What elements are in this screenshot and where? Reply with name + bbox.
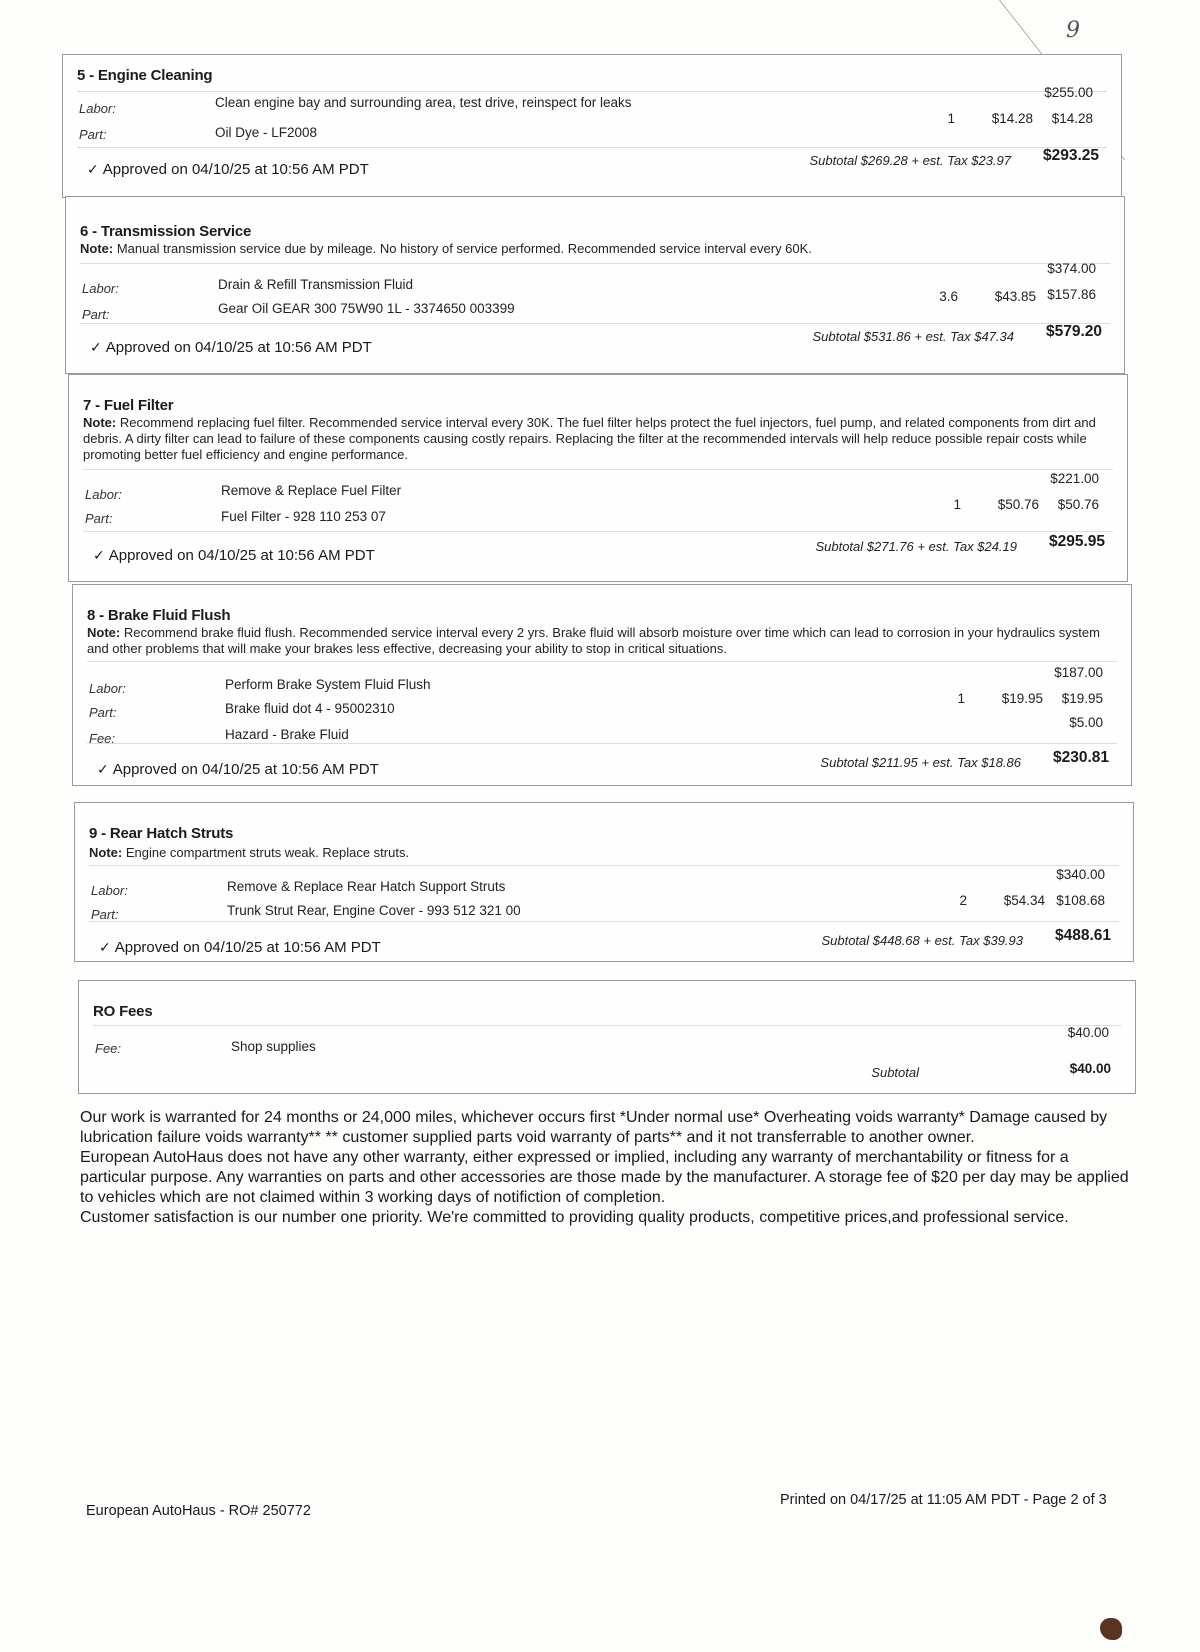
warranty-paragraph: Customer satisfaction is our number one priority. We're committed to providing quality products, competitive prices,and professional service. bbox=[80, 1209, 1069, 1226]
note-label: Note: bbox=[89, 845, 123, 860]
warranty-paragraph: Our work is warranted for 24 months or 24,000 miles, whichever occurs first *Under normal use* Overheating voids warranty* Damage caused by lubrication failure voids warranty** ** customer supplied parts void warranty of parts** and it not transferrable to another owner. bbox=[80, 1109, 1108, 1146]
section-subtotal: Subtotal $531.86 + est. Tax $47.34 bbox=[812, 329, 1014, 344]
note-label: Note: bbox=[80, 241, 114, 256]
line-description: Trunk Strut Rear, Engine Cover - 993 512 321 00 bbox=[227, 903, 521, 918]
line-quantity: 3.6 bbox=[939, 289, 958, 304]
line-type: Labor: bbox=[82, 281, 119, 296]
section-total: $230.81 bbox=[1052, 749, 1109, 766]
footer-shop-ro: European AutoHaus - RO# 250772 bbox=[86, 1503, 311, 1519]
line-amount: $374.00 bbox=[1047, 261, 1096, 276]
line-quantity: 2 bbox=[959, 893, 967, 908]
line-type: Fee: bbox=[89, 731, 116, 746]
service-section-9 bbox=[74, 802, 1134, 962]
line-amount: $255.00 bbox=[1044, 85, 1093, 100]
checkmark-icon: ✓ bbox=[90, 339, 102, 355]
line-type: Part: bbox=[91, 907, 119, 922]
section-note bbox=[80, 241, 1110, 257]
ro-fees-section bbox=[78, 980, 1136, 1094]
line-description: Fuel Filter - 928 110 253 07 bbox=[221, 509, 386, 524]
line-description: Oil Dye - LF2008 bbox=[215, 125, 318, 140]
line-description: Brake fluid dot 4 - 95002310 bbox=[225, 701, 395, 716]
line-unit-price: $43.85 bbox=[994, 289, 1036, 304]
line-amount: $40.00 bbox=[1067, 1025, 1109, 1040]
divider bbox=[80, 263, 1110, 264]
note-label: Note: bbox=[87, 625, 121, 640]
note-text: Manual transmission service due by mileage. No history of service performed. Recommended service interval every 60K. bbox=[116, 241, 812, 256]
line-amount: $221.00 bbox=[1050, 471, 1099, 486]
line-description: Gear Oil GEAR 300 75W90 1L - 3374650 003399 bbox=[218, 301, 515, 316]
line-type: Part: bbox=[85, 511, 113, 526]
section-subtotal: Subtotal $448.68 + est. Tax $39.93 bbox=[821, 933, 1023, 948]
service-section-7 bbox=[68, 374, 1128, 582]
line-amount: $187.00 bbox=[1054, 665, 1103, 680]
line-unit-price: $54.34 bbox=[1003, 893, 1045, 908]
line-description: Drain & Refill Transmission Fluid bbox=[218, 277, 414, 292]
checkmark-icon: ✓ bbox=[97, 761, 109, 777]
approval-text: Approved on 04/10/25 at 10:56 AM PDT bbox=[114, 939, 381, 956]
section-subtotal: Subtotal $211.95 + est. Tax $18.86 bbox=[820, 755, 1021, 770]
approval-status bbox=[99, 939, 381, 956]
line-amount: $19.95 bbox=[1061, 691, 1103, 706]
section-total: $40.00 bbox=[1069, 1061, 1111, 1076]
line-amount: $5.00 bbox=[1069, 715, 1103, 730]
section-title: 8 - Brake Fluid Flush bbox=[87, 607, 231, 624]
divider bbox=[89, 921, 1119, 922]
line-quantity: 1 bbox=[953, 497, 961, 512]
line-unit-price: $50.76 bbox=[997, 497, 1039, 512]
section-total: $295.95 bbox=[1048, 533, 1105, 550]
divider bbox=[83, 531, 1113, 532]
line-description: Clean engine bay and surrounding area, test drive, reinspect for leaks bbox=[215, 95, 632, 110]
checkmark-icon: ✓ bbox=[93, 547, 105, 563]
section-total: $293.25 bbox=[1042, 147, 1099, 164]
approval-status bbox=[97, 761, 379, 778]
approval-status bbox=[93, 547, 375, 564]
line-unit-price: $19.95 bbox=[1001, 691, 1043, 706]
section-title: RO Fees bbox=[93, 1003, 153, 1020]
line-type: Labor: bbox=[79, 101, 116, 116]
line-description: Remove & Replace Fuel Filter bbox=[221, 483, 402, 498]
section-note bbox=[87, 625, 1117, 657]
divider bbox=[80, 323, 1110, 324]
section-title: 9 - Rear Hatch Struts bbox=[89, 825, 234, 842]
scan-blot bbox=[1100, 1618, 1122, 1640]
approval-text: Approved on 04/10/25 at 10:56 AM PDT bbox=[102, 161, 369, 178]
divider bbox=[87, 661, 1117, 662]
warranty-paragraph: European AutoHaus does not have any other warranty, either expressed or implied, including any warranty of merchantability or fitness for a particular purpose. Any warranties on parts and other accessories are those made by the manufacturer. A storage fee of $20 per day may be applied to vehicles which are not claimed within 3 working days of notifiction of completion. bbox=[80, 1149, 1129, 1206]
section-note bbox=[83, 415, 1113, 463]
section-note bbox=[89, 845, 1119, 861]
section-subtotal: Subtotal $269.28 + est. Tax $23.97 bbox=[809, 153, 1011, 168]
section-total: $579.20 bbox=[1045, 323, 1102, 340]
divider bbox=[87, 743, 1117, 744]
approval-text: Approved on 04/10/25 at 10:56 AM PDT bbox=[108, 547, 375, 564]
line-description: Perform Brake System Fluid Flush bbox=[225, 677, 431, 692]
warranty-terms bbox=[80, 1108, 1130, 1228]
line-amount: $157.86 bbox=[1047, 287, 1096, 302]
line-quantity: 1 bbox=[947, 111, 955, 126]
line-amount: $340.00 bbox=[1056, 867, 1105, 882]
line-type: Labor: bbox=[85, 487, 122, 502]
section-subtotal: Subtotal bbox=[871, 1065, 919, 1080]
checkmark-icon: ✓ bbox=[87, 161, 99, 177]
section-total: $488.61 bbox=[1054, 927, 1111, 944]
divider bbox=[77, 147, 1107, 148]
line-amount: $108.68 bbox=[1056, 893, 1105, 908]
note-text: Recommend replacing fuel filter. Recommended service interval every 30K. The fuel filter helps protect the fuel injectors, fuel pump, and related components from dirt and debris. A dirty filter can lead to failure of these components causing costly repairs. Replacing the filter at the recommended intervals will help reduce possible repair costs while promoting better fuel efficiency and engine performance. bbox=[83, 415, 1096, 462]
line-type: Part: bbox=[79, 127, 107, 142]
line-description: Remove & Replace Rear Hatch Support Struts bbox=[227, 879, 506, 894]
line-type: Labor: bbox=[91, 883, 128, 898]
line-unit-price: $14.28 bbox=[991, 111, 1033, 126]
line-type: Fee: bbox=[95, 1041, 122, 1056]
line-quantity: 1 bbox=[957, 691, 965, 706]
divider bbox=[83, 469, 1113, 470]
section-title: 5 - Engine Cleaning bbox=[77, 67, 213, 84]
service-section-8 bbox=[72, 584, 1132, 786]
approval-status bbox=[90, 339, 372, 356]
section-title: 7 - Fuel Filter bbox=[83, 397, 174, 414]
line-description: Hazard - Brake Fluid bbox=[225, 727, 349, 742]
divider bbox=[93, 1025, 1121, 1026]
line-type: Part: bbox=[82, 307, 110, 322]
section-title: 6 - Transmission Service bbox=[80, 223, 252, 240]
page-corner-mark: 9 bbox=[1066, 18, 1080, 43]
approval-text: Approved on 04/10/25 at 10:56 AM PDT bbox=[112, 761, 379, 778]
service-section-6 bbox=[65, 196, 1125, 374]
approval-status bbox=[87, 161, 369, 178]
line-amount: $14.28 bbox=[1051, 111, 1093, 126]
section-subtotal: Subtotal $271.76 + est. Tax $24.19 bbox=[815, 539, 1017, 554]
divider bbox=[89, 865, 1119, 866]
checkmark-icon: ✓ bbox=[99, 939, 111, 955]
approval-text: Approved on 04/10/25 at 10:56 AM PDT bbox=[105, 339, 372, 356]
line-description: Shop supplies bbox=[231, 1039, 316, 1054]
service-section-5 bbox=[62, 54, 1122, 198]
line-type: Part: bbox=[89, 705, 117, 720]
note-text: Recommend brake fluid flush. Recommended service interval every 2 yrs. Brake fluid will absorb moisture over time which can lead to corrosion in your hydraulics system and other problems that will make your brakes less effective, decreasing your ability to stop in critical situations. bbox=[87, 625, 1100, 656]
line-type: Labor: bbox=[89, 681, 126, 696]
note-text: Engine compartment struts weak. Replace struts. bbox=[125, 845, 410, 860]
divider bbox=[77, 91, 1107, 92]
note-label: Note: bbox=[83, 415, 117, 430]
line-amount: $50.76 bbox=[1057, 497, 1099, 512]
footer-printed-page: Printed on 04/17/25 at 11:05 AM PDT - Page 2 of 3 bbox=[780, 1492, 1107, 1508]
